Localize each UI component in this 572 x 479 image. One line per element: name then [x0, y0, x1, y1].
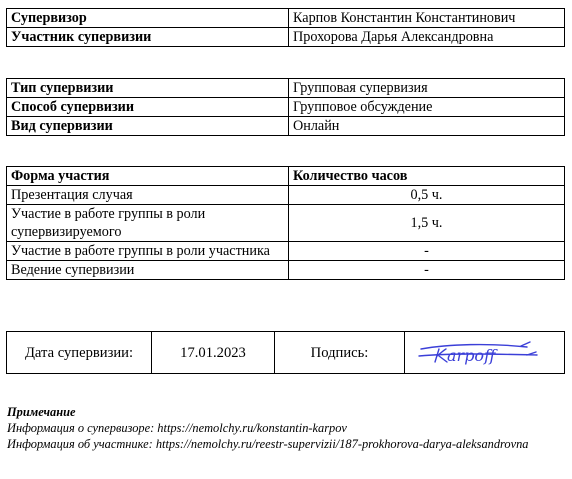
row-form: Презентация случая	[7, 186, 289, 205]
supervision-type-table	[6, 78, 565, 136]
row-form: Ведение супервизии	[7, 261, 289, 280]
participant-label: Участник супервизии	[7, 28, 289, 47]
note-supervisor-info: Информация о супервизоре: https://nemolchy.ru/konstantin-karpov	[7, 421, 347, 435]
table-row	[7, 79, 565, 98]
note-section	[7, 404, 565, 452]
header-form: Форма участия	[7, 167, 289, 186]
row-hours: 0,5 ч.	[289, 186, 565, 205]
participant-value: Прохорова Дарья Александровна	[289, 28, 565, 47]
table-row	[7, 205, 565, 242]
table-row	[7, 28, 565, 47]
supervisor-value: Карпов Константин Константинович	[289, 9, 565, 28]
table-row	[7, 9, 565, 28]
signature-lettering: arpoff	[447, 345, 496, 365]
method-value: Групповое обсуждение	[289, 98, 565, 117]
type-value: Групповая супервизия	[289, 79, 565, 98]
method-label: Способ супервизии	[7, 98, 289, 117]
signature-image	[409, 338, 559, 368]
table-row	[7, 261, 565, 280]
date-label: Дата супервизии:	[7, 332, 152, 374]
kind-value: Онлайн	[289, 117, 565, 136]
participation-table	[6, 166, 565, 280]
table-row	[7, 98, 565, 117]
note-title: Примечание	[7, 405, 76, 419]
type-label: Тип супервизии	[7, 79, 289, 98]
date-signature-table	[6, 331, 565, 374]
table-row	[7, 332, 565, 374]
signature-label: Подпись:	[275, 332, 405, 374]
supervisor-label: Супервизор	[7, 9, 289, 28]
row-form: Участие в работе группы в роли супервизируемого	[7, 205, 289, 242]
header-hours: Количество часов	[289, 167, 565, 186]
date-value: 17.01.2023	[152, 332, 275, 374]
signature-cell	[405, 332, 565, 374]
row-form: Участие в работе группы в роли участника	[7, 242, 289, 261]
kind-label: Вид супервизии	[7, 117, 289, 136]
table-row	[7, 242, 565, 261]
table-row	[7, 117, 565, 136]
row-hours: 1,5 ч.	[289, 205, 565, 242]
table-row	[7, 186, 565, 205]
row-hours: -	[289, 261, 565, 280]
table-header-row	[7, 167, 565, 186]
supervisor-table	[6, 8, 565, 47]
row-hours: -	[289, 242, 565, 261]
note-participant-info: Информация об участнике: https://nemolchy.ru/reestr-supervizii/187-prokhorova-darya-aleksandrovna	[7, 437, 529, 451]
